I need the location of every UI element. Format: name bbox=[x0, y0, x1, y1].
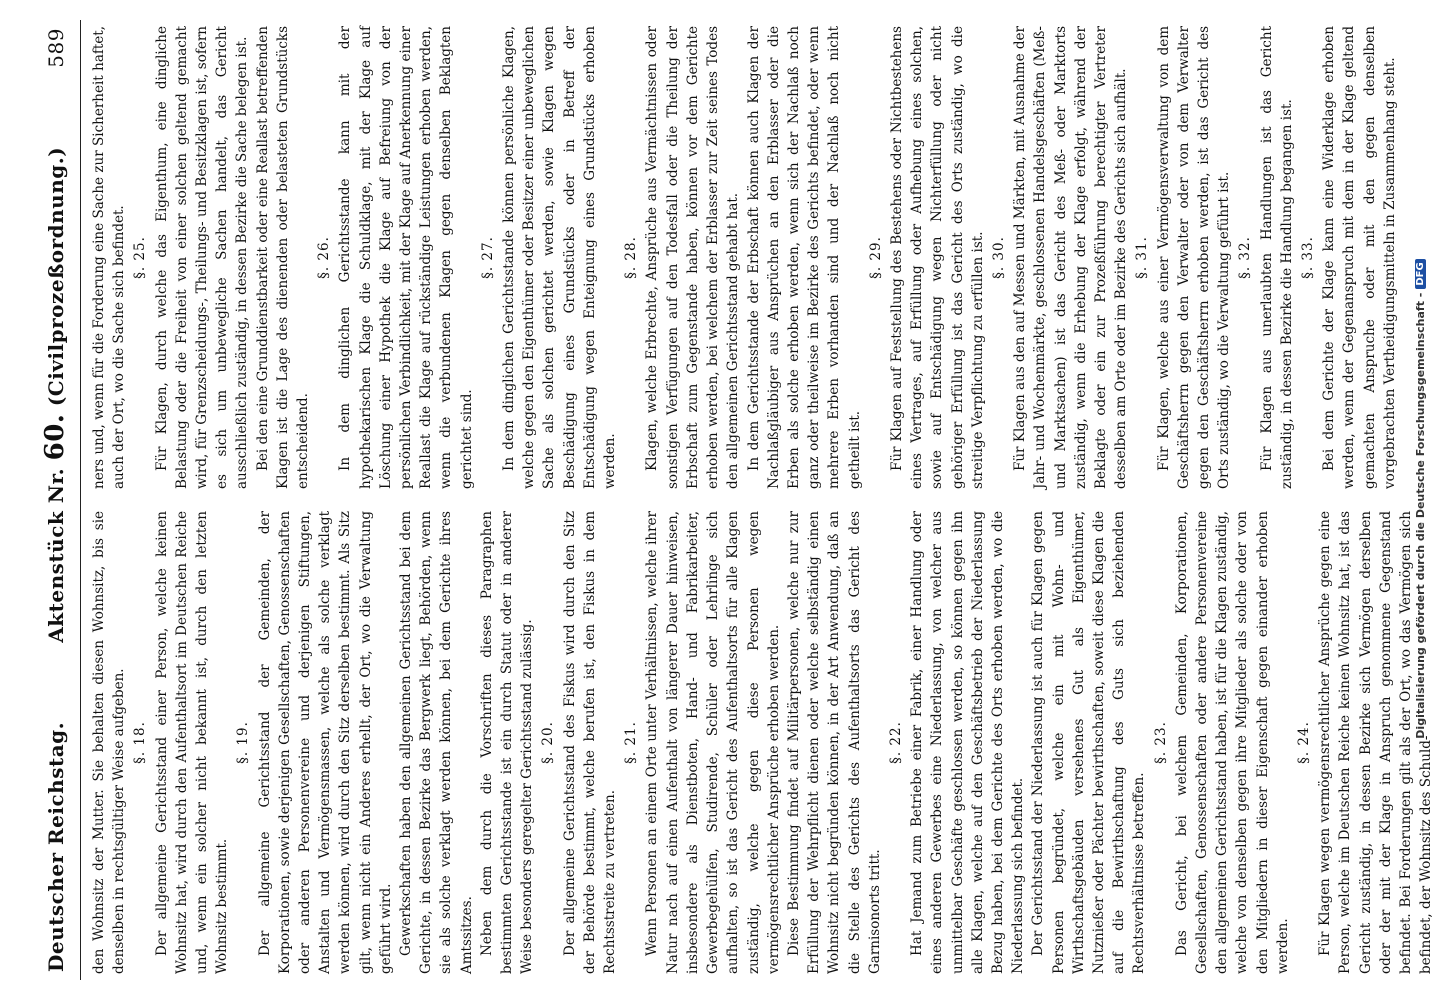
paragraph: Der allgemeine Gerichtsstand einer Person, welche keinen Wohnsitz hat, wird durch den Aufenthaltsort im Deutschen Reiche und, wenn ein solcher nicht bekannt ist, durch den letzten Wohnsitz bestimmt. bbox=[153, 511, 231, 974]
section-heading: §. 26. bbox=[316, 236, 333, 279]
paragraph: Klagen, welche Erbrechte, Ansprüche aus Vermächtnissen oder sonstigen Verfügungen auf den Todesfall oder die Theilung der Erbschaft zum Gegenstande haben, können vor dem Gerichte erhoben werden, bei welchem der Erblasser zur Zeit seines Todes den allgemeinen Gerichtsstand gehabt hat. bbox=[644, 26, 742, 489]
side-note-inner bbox=[1410, 4, 1430, 994]
side-note bbox=[1408, 4, 1428, 994]
paragraph: Für Klagen aus unerlaubten Handlungen ist das Gericht zuständig, in dessen Bezirke die Handlung begangen ist. bbox=[1258, 26, 1295, 489]
page-header bbox=[40, 20, 81, 980]
section-heading: §. 20. bbox=[540, 721, 557, 764]
paragraph: Für Klagen, durch welche das Eigenthum, eine dingliche Belastung oder die Freiheit von einer solchen geltend gemacht wird, für Grenzscheidungs-, Theilungs- und Besitzklagen ist, sofern es sich um unbewegliche Sachen handelt, das Gericht ausschließlich zuständig, in dessen Bezirke die Sache belegen ist. bbox=[153, 26, 251, 489]
section-heading: §. 29. bbox=[867, 236, 884, 279]
section-heading: §. 18. bbox=[132, 721, 149, 764]
header-middle-prefix: Aktenstück Nr. bbox=[44, 467, 68, 643]
section-heading: §. 32. bbox=[1237, 236, 1254, 279]
section-heading: §. 22. bbox=[887, 721, 904, 764]
section-heading: §. 25. bbox=[132, 236, 149, 279]
paragraph: Der allgemeine Gerichtsstand der Gemeinden, der Korporationen, sowie derjenigen Gesellschaften, Genossenschaften oder anderen Personenvereine und derjenigen Stiftungen, Anstalten und Vermögensmassen, welche als solche verklagt werden können, wird durch den Sitz derselben bestimmt. Als Sitz gilt, wenn nicht ein Anderes erhellt, der Ort, wo die Verwaltung geführt wird. bbox=[256, 511, 394, 974]
section-heading: §. 21. bbox=[623, 721, 640, 764]
page-number: 589 bbox=[44, 28, 68, 68]
paragraph: Hat Jemand zum Betriebe einer Fabrik, einer Handlung oder eines anderen Gewerbes eine Niederlassung, von welcher aus unmittelbar Geschäfte geschlossen werden, so können gegen ihn alle Klagen, welche auf den Geschäftsbetrieb der Niederlassung Bezug haben, bei dem Gerichte des Orts erhoben werden, wo die Niederlassung sich befindet. bbox=[909, 511, 1027, 974]
section-heading: §. 31. bbox=[1134, 236, 1151, 279]
paragraph: Der Gerichtsstand der Niederlassung ist auch für Klagen gegen Personen begründet, welche ein mit Wohn- und Wirthschaftsgebäuden versehenes Gut als Eigenthümer, Nutznießer oder Pächter bewirthschaften, soweit diese Klagen die auf die Bewirthschaftung des Guts sich beziehenden Rechtsverhältnisse betreffen. bbox=[1030, 511, 1148, 974]
paragraph: den Wohnsitz der Mutter. Sie behalten diesen Wohnsitz, bis sie denselben in rechtsgültiger Weise aufgeben. bbox=[91, 511, 128, 974]
paragraph: Neben dem durch die Vorschriften dieses Paragraphen bestimmten Gerichtsstande ist ein durch Statut oder in anderer Weise besonders geregelter Gerichtsstand zulässig. bbox=[478, 511, 536, 974]
paragraph: Bei dem Gerichte der Klage kann eine Widerklage erhoben werden, wenn der Gegenanspruch mit dem in der Klage geltend gemachten Anspruche oder mit den gegen denselben vorgebrachten Vertheidigungsmitteln in Zusammenhang steht. bbox=[1321, 26, 1398, 489]
paragraph: Diese Bestimmung findet auf Militärpersonen, welche nur zur Erfüllung der Wehrpflicht dienen oder welche selbständig einen Wohnsitz nicht begründen können, in der Art Anwendung, daß an die Stelle des Gerichts des Aufenthaltsorts das Gericht des Garnisonorts tritt. bbox=[785, 511, 883, 974]
text-columns bbox=[81, 20, 1436, 980]
paragraph: Für Klagen auf Feststellung des Bestehens oder Nichtbestehens eines Vertrages, auf Erfüllung oder Aufhebung eines solchen, sowie auf Entschädigung wegen Nichterfüllung oder nicht gehöriger Erfüllung ist das Gericht des Orts zuständig, wo die streitige Verpflichtung zu erfüllen ist. bbox=[888, 26, 986, 489]
section-heading: §. 28. bbox=[623, 236, 640, 279]
header-left: Deutscher Reichstag. bbox=[44, 721, 68, 972]
section-heading: §. 33. bbox=[1299, 236, 1316, 279]
section-heading: §. 24. bbox=[1295, 721, 1312, 764]
paragraph: ners und, wenn für die Forderung eine Sache zur Sicherheit haftet, auch der Ort, wo die Sache sich befindet. bbox=[91, 26, 128, 489]
paragraph: In dem Gerichtsstande der Erbschaft können auch Klagen der Nachlaßgläubiger aus Ansprüchen an den Erblasser oder die Erben als solche erhoben werden, wenn sich der Nachlaß noch ganz oder theilweise im Bezirke des Gerichts befindet, oder wenn mehrere Erben vorhanden sind und der Nachlaß noch nicht getheilt ist. bbox=[745, 26, 863, 489]
paragraph: Für Klagen, welche aus einer Vermögensverwaltung von dem Geschäftsherrn gegen den Verwalter oder von dem Verwalter gegen den Geschäftsherrn erhoben werden, ist das Gericht des Orts zuständig, wo die Verwaltung geführt ist. bbox=[1155, 26, 1233, 489]
paragraph: Wenn Personen an einem Orte unter Verhältnissen, welche ihrer Natur nach auf einen Aufenthalt von längerer Dauer hinweisen, insbesondere als Dienstboten, Hand- und Fabrikarbeiter, Gewerbegehülfen, Studirende, Schüler oder Lehrlinge sich aufhalten, so ist das Gericht des Aufenthaltsorts für alle Klagen zuständig, welche gegen diese Personen wegen vermögensrechtlicher Ansprüche erhoben werden. bbox=[644, 511, 782, 974]
paragraph: Für Klagen aus den auf Messen und Märkten, mit Ausnahme der Jahr- und Wochenmärkte, geschlossenen Handelsgeschäften (Meß- und Marktsachen) ist das Gericht des Meß- oder Marktorts zuständig, wenn die Erhebung der Klage erfolgt, während der Beklagte oder ein zur Prozeßführung berechtigter Vertreter desselben am Orte oder im Bezirke des Gerichts sich aufhält. bbox=[1012, 26, 1130, 489]
side-note-text: Digitalisierung gefördert durch die Deutsche Forschungsgemeinschaft - bbox=[1413, 292, 1427, 739]
paragraph: Das Gericht, bei welchem Gemeinden, Korporationen, Gesellschaften, Genossenschaften oder andere Personenvereine den allgemeinen Gerichtsstand haben, ist für die Klagen zuständig, welche von denselben gegen ihre Mitglieder als solche oder von den Mitgliedern in dieser Eigenschaft gegen einander erhoben werden. bbox=[1173, 511, 1291, 974]
paragraph: In dem dinglichen Gerichtsstande können persönliche Klagen, welche gegen den Eigenthümer oder Besitzer einer unbeweglichen Sache als solchen gerichtet werden, sowie Klagen wegen Beschädigung eines Grundstücks oder in Betreff der Entschädigung wegen Enteignung eines Grundstücks erhoben werden. bbox=[501, 26, 619, 489]
paragraph: Bei den eine Grunddienstbarkeit oder eine Reallast betreffenden Klagen ist die Lage des dienenden oder belasteten Grundstücks entscheidend. bbox=[254, 26, 312, 489]
header-middle-suffix: (Civilprozeßordnung.) bbox=[44, 146, 68, 407]
paragraph: Gewerkschaften haben den allgemeinen Gerichtsstand bei dem Gerichte, in dessen Bezirke das Bergwerk liegt, Behörden, wenn sie als solche verklagt werden können, bei dem Gerichte ihres Amtssitzes. bbox=[398, 511, 475, 974]
header-number: 60. bbox=[40, 413, 70, 461]
left-column bbox=[89, 511, 1436, 974]
paragraph: In dem dinglichen Gerichtsstande kann mit der hypothekarischen Klage die Schuldklage, mit der Klage auf Löschung einer Hypothek die Klage auf Befreiung von der persönlichen Verbindlichkeit, mit der Klage auf Anerkennung einer Reallast die Klage auf rückständige Leistungen erhoben werden, wenn die verbundenen Klagen gegen denselben Beklagten gerichtet sind. bbox=[337, 26, 475, 489]
section-heading: §. 23. bbox=[1152, 721, 1169, 764]
section-heading: §. 19. bbox=[235, 721, 252, 764]
dfg-badge: DFG bbox=[1415, 259, 1426, 288]
section-heading: §. 30. bbox=[990, 236, 1007, 279]
right-column bbox=[89, 26, 1436, 489]
header-middle bbox=[40, 147, 70, 643]
paragraph: Für Klagen wegen vermögensrechtlicher Ansprüche gegen eine Person, welche im Deutschen Reiche keinen Wohnsitz hat, ist das Gericht zuständig, in dessen Bezirke sich Vermögen derselben oder der mit der Klage in Anspruch genommene Gegenstand befindet. Bei Forderungen gilt als der Ort, wo das Vermögen sich befindet, der Wohnsitz des Schuld- bbox=[1317, 511, 1435, 974]
section-heading: §. 27. bbox=[479, 236, 496, 279]
paragraph: Der allgemeine Gerichtsstand des Fiskus wird durch den Sitz der Behörde bestimmt, welche berufen ist, den Fiskus in dem Rechtsstreite zu vertreten. bbox=[561, 511, 619, 974]
